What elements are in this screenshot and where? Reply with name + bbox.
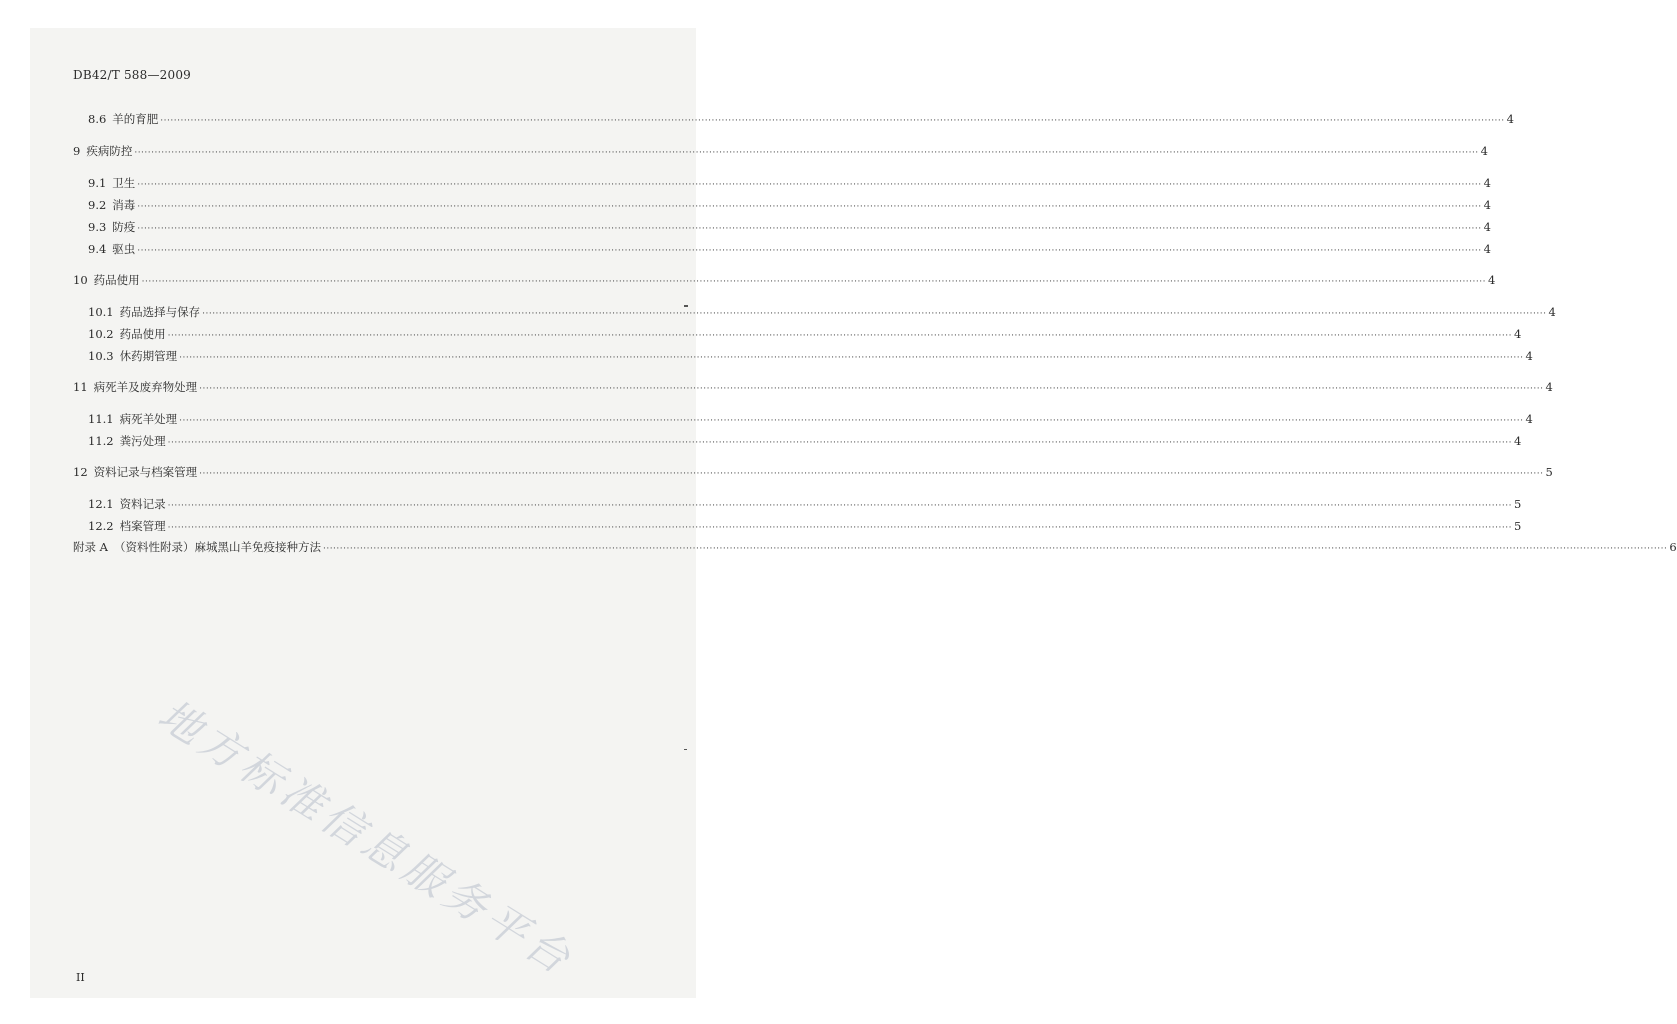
toc-entry-number: 11 [73, 380, 88, 394]
toc-entry-number: 11.2 [88, 434, 114, 448]
scan-speck [684, 305, 688, 307]
toc-entry-title: 粪污处理 [119, 434, 166, 448]
toc-entry-title: 消毒 [112, 198, 136, 212]
toc-entry-title: 疾病防控 [86, 144, 133, 158]
toc-entry-number: 10.3 [88, 349, 114, 363]
toc-entry-page: 4 [1548, 305, 1556, 319]
toc-entry[interactable] [88, 176, 1491, 192]
toc-entry[interactable] [88, 349, 1533, 365]
toc-entry-page: 4 [1483, 220, 1491, 234]
toc-entry[interactable] [88, 497, 1522, 513]
toc-entry-page: 5 [1545, 465, 1553, 479]
toc-entry[interactable] [88, 305, 1556, 321]
toc-entry-page: 4 [1506, 112, 1514, 126]
toc-dot-leader: ················································································································································································································································································································································································································ [322, 544, 1668, 554]
toc-entry[interactable] [88, 327, 1522, 343]
toc-entry[interactable] [88, 412, 1533, 428]
toc-dot-leader: ················································································································································································································································································································································································································ [141, 277, 1486, 287]
toc-dot-leader: ················································································································································································································································································································································································································ [134, 148, 1479, 158]
toc-entry-number: 9.3 [88, 220, 107, 234]
toc-dot-leader: ················································································································································································································································································································································································································ [179, 353, 1524, 363]
toc-entry[interactable] [88, 220, 1491, 236]
toc-entry-number: 10.2 [88, 327, 114, 341]
page-number: II [76, 971, 85, 984]
toc-dot-leader: ················································································································································································································································································································································································································ [137, 202, 1482, 212]
toc-entry[interactable] [88, 112, 1514, 128]
scan-speck [684, 749, 687, 750]
toc-entry[interactable] [88, 242, 1491, 258]
toc-dot-leader: ················································································································································································································································································································································································································ [199, 469, 1544, 479]
toc-entry-title: 药品使用 [93, 273, 140, 287]
toc-entry-number: 附录 A [73, 540, 108, 554]
toc-entry-page: 4 [1525, 412, 1533, 426]
toc-entry-number: 10.1 [88, 305, 114, 319]
toc-entry-number: 12.2 [88, 519, 114, 533]
toc-entry-page: 4 [1483, 176, 1491, 190]
toc-dot-leader: ················································································································································································································································································································································································································ [199, 384, 1544, 394]
toc-entry-title: 防疫 [112, 220, 136, 234]
toc-dot-leader: ················································································································································································································································································································································································································ [179, 416, 1524, 426]
toc-dot-leader: ················································································································································································································································································································································································································ [167, 331, 1512, 341]
toc-entry-title: 资料记录与档案管理 [93, 465, 198, 479]
toc-entry-number: 9.1 [88, 176, 107, 190]
toc-dot-leader: ················································································································································································································································································································································································································ [167, 523, 1512, 533]
toc-dot-leader: ················································································································································································································································································································································································································ [202, 309, 1547, 319]
toc-entry-number: 11.1 [88, 412, 114, 426]
toc-dot-leader: ················································································································································································································································································································································································································ [167, 501, 1512, 511]
toc-entry-number: 8.6 [88, 112, 107, 126]
document-page [30, 28, 1677, 998]
toc-entry-page: 4 [1513, 434, 1522, 448]
toc-dot-leader: ················································································································································································································································································································································································································ [160, 116, 1505, 126]
toc-entry[interactable] [88, 519, 1522, 535]
toc-entry-number: 12.1 [88, 497, 114, 511]
toc-entry-title: 驱虫 [112, 242, 136, 256]
toc-entry-title: 休药期管理 [119, 349, 178, 363]
toc-dot-leader: ················································································································································································································································································································································································································ [167, 438, 1512, 448]
toc-entry-title: 药品使用 [119, 327, 166, 341]
toc-entry-page: 4 [1513, 327, 1522, 341]
toc-entry-page: 4 [1487, 273, 1496, 287]
toc-dot-leader: ················································································································································································································································································································································································································ [137, 224, 1482, 234]
toc-entry[interactable] [73, 273, 1496, 289]
toc-entry[interactable] [73, 465, 1553, 481]
toc-entry[interactable] [88, 434, 1522, 450]
toc-entry-number: 9.4 [88, 242, 107, 256]
toc-entry-page: 5 [1513, 497, 1522, 511]
toc-entry-number: 9.2 [88, 198, 107, 212]
toc-entry-title: 资料记录 [119, 497, 166, 511]
toc-entry-title: 档案管理 [119, 519, 166, 533]
toc-dot-leader: ················································································································································································································································································································································································································ [137, 246, 1482, 256]
toc-entry[interactable] [73, 144, 1488, 160]
document-code: DB42/T 588—2009 [73, 68, 192, 82]
toc-entry-page: 6 [1669, 540, 1677, 554]
toc-entry-title: 病死羊处理 [119, 412, 178, 426]
toc-entry-number: 9 [73, 144, 81, 158]
toc-entry-title: 羊的育肥 [112, 112, 159, 126]
toc-entry-number: 12 [73, 465, 88, 479]
toc-entry-page: 4 [1483, 198, 1491, 212]
toc-entry-page: 4 [1545, 380, 1553, 394]
toc-entry-page: 5 [1513, 519, 1522, 533]
toc-entry-title: 卫生 [112, 176, 136, 190]
toc-entry-title: 病死羊及废弃物处理 [93, 380, 198, 394]
toc-dot-leader: ················································································································································································································································································································································································································ [137, 180, 1482, 190]
toc-entry[interactable] [73, 540, 1677, 556]
watermark-text: 地方标准信息服务平台 [149, 689, 583, 986]
toc-entry[interactable] [73, 380, 1553, 396]
toc-entry-number: 10 [73, 273, 88, 287]
toc-entry-page: 4 [1525, 349, 1533, 363]
toc-entry-title: （资料性附录）麻城黑山羊免疫接种方法 [113, 540, 321, 554]
toc-entry-page: 4 [1480, 144, 1488, 158]
toc-entry[interactable] [88, 198, 1491, 214]
toc-entry-page: 4 [1483, 242, 1491, 256]
toc-entry-title: 药品选择与保存 [119, 305, 201, 319]
